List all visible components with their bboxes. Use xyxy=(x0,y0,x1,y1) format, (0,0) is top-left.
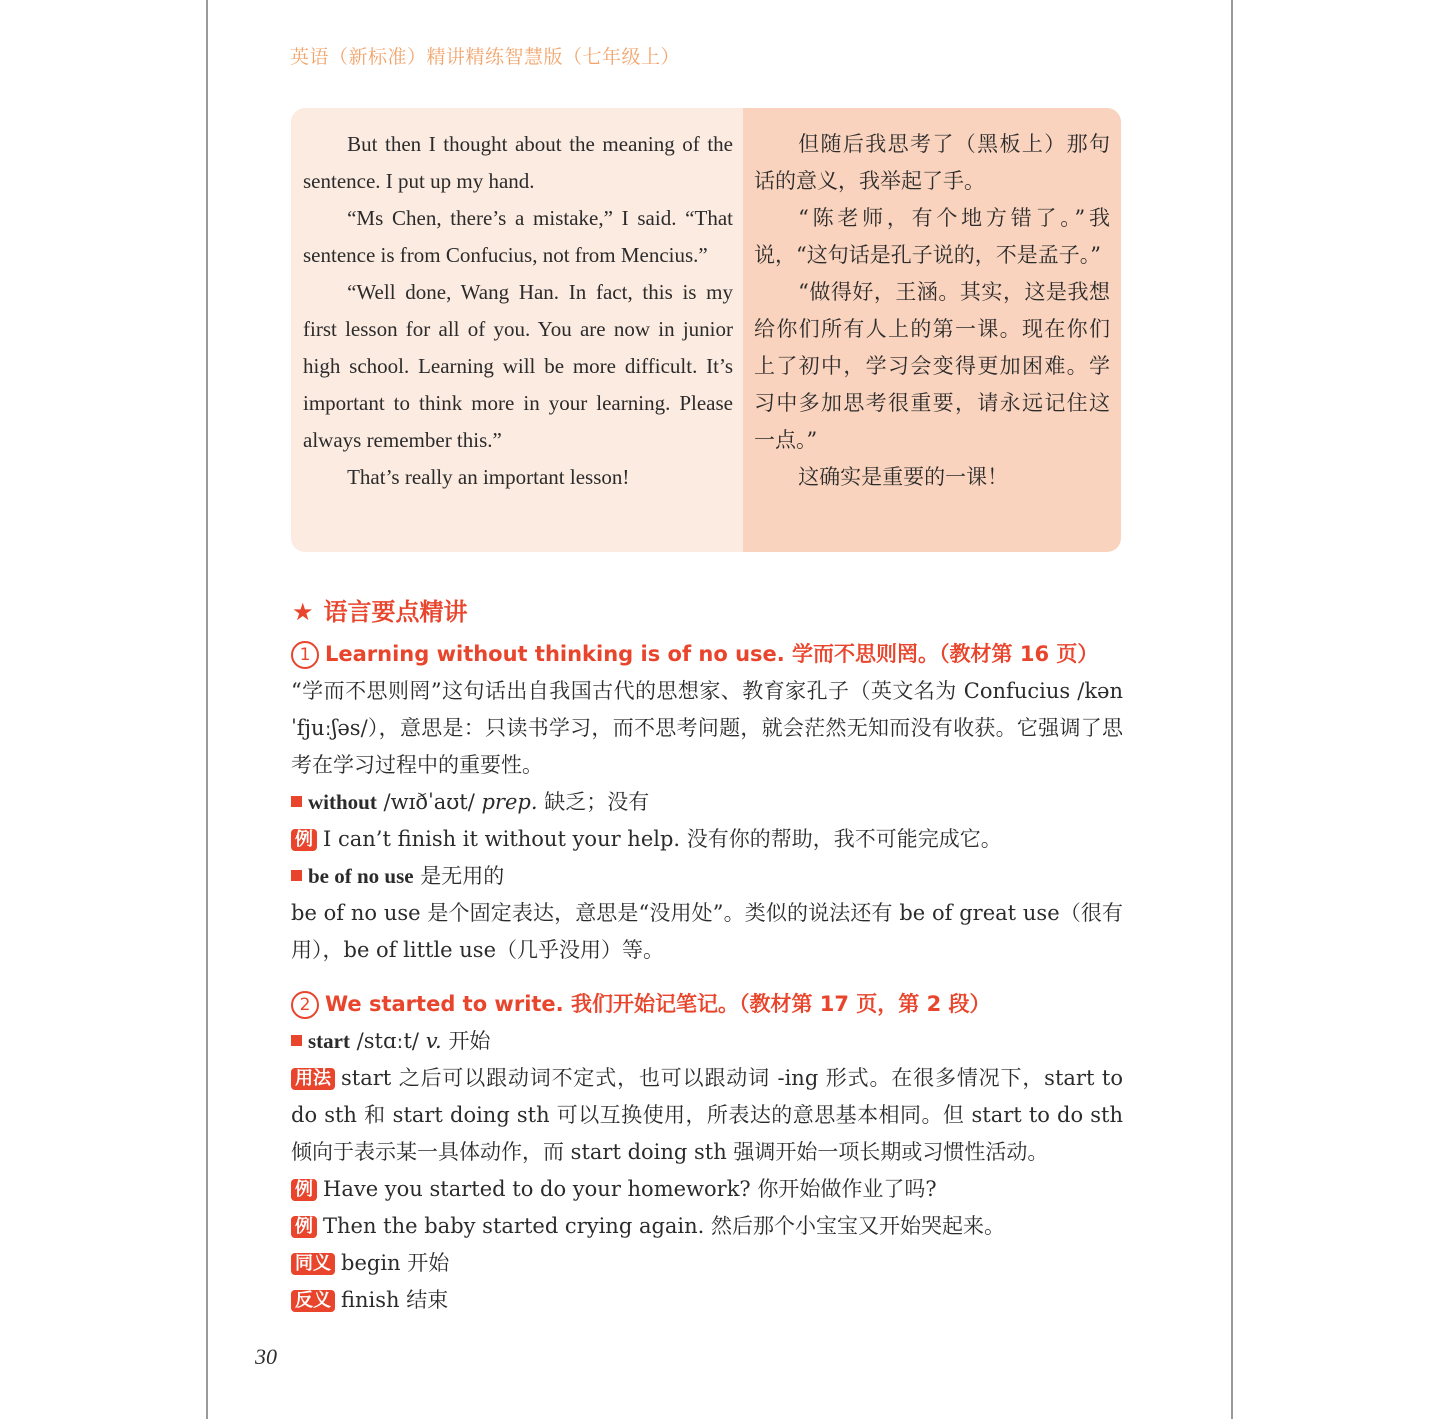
part-of-speech: v. xyxy=(425,1029,442,1053)
star-icon: ★ xyxy=(292,598,314,626)
square-bullet-icon xyxy=(291,870,302,881)
headword: be of no use xyxy=(308,864,414,888)
passage-en-paragraph: That’s really an important lesson! xyxy=(347,465,630,489)
bilingual-passage xyxy=(291,108,1121,552)
antonym-text: finish 结束 xyxy=(341,1288,449,1312)
passage-zh-paragraph: “陈老师，有个地方错了。”我说，“这句话是孔子说的，不是孟子。” xyxy=(754,206,1110,267)
vocab-entry xyxy=(291,858,1123,895)
section-title-text: 语言要点精讲 xyxy=(323,598,468,626)
passage-zh-paragraph: 但随后我思考了（黑板上）那句话的意义，我举起了手。 xyxy=(754,132,1110,193)
passage-zh-paragraph: 这确实是重要的一课！ xyxy=(798,465,1009,489)
note-text: be of no use 是个固定表达，意思是“没用处”。类似的说法还有 be of great use（很有用），be of little use（几乎没用）等。 xyxy=(291,901,1123,962)
section-title xyxy=(292,592,468,627)
part-of-speech: prep. xyxy=(481,790,538,814)
passage-chinese-panel xyxy=(743,108,1121,552)
language-point-1 xyxy=(291,636,1123,969)
example-text: Then the baby started crying again. 然后那个小宝宝又开始哭起来。 xyxy=(323,1214,1006,1238)
meaning: 是无用的 xyxy=(420,864,505,888)
meaning: 缺乏；没有 xyxy=(544,790,650,814)
meaning: 开始 xyxy=(448,1029,491,1053)
phonetic: /stɑːt/ xyxy=(356,1029,419,1053)
language-point-2 xyxy=(291,986,1123,1319)
headword: start xyxy=(308,1029,350,1053)
example-tag: 例 xyxy=(291,1216,317,1238)
vocab-entry xyxy=(291,784,1123,821)
example-line xyxy=(291,1171,1123,1208)
passage-english-panel xyxy=(291,108,743,552)
vocab-entry xyxy=(291,1023,1123,1060)
page-edge-right xyxy=(1231,0,1233,1419)
passage-zh-paragraph: “做得好，王涵。其实，这是我想给你们所有人上的第一课。现在你们上了初中，学习会变得更加困难。学习中多加思考很重要，请永远记住这一点。” xyxy=(754,280,1110,452)
antonym-tag: 反义 xyxy=(291,1290,335,1312)
antonym-line xyxy=(291,1282,1123,1319)
point-heading-text: Learning without thinking is of no use. 学而不思则罔。（教材第 16 页） xyxy=(325,642,1099,666)
page-number: 30 xyxy=(255,1344,277,1369)
usage-line xyxy=(291,1060,1123,1171)
page-edge-left xyxy=(206,0,208,1419)
example-text: Have you started to do your homework? 你开始做作业了吗? xyxy=(323,1177,937,1201)
example-text: I can’t finish it without your help. 没有你的帮助，我不可能完成它。 xyxy=(323,827,1002,851)
synonym-text: begin 开始 xyxy=(341,1251,450,1275)
passage-en-paragraph: “Ms Chen, there’s a mistake,” I said. “That sentence is from Confucius, not from Mencius.” xyxy=(303,206,733,267)
example-tag: 例 xyxy=(291,1179,317,1201)
example-line xyxy=(291,821,1123,858)
passage-en-paragraph: But then I thought about the meaning of the sentence. I put up my hand. xyxy=(303,132,733,193)
running-header: 英语（新标准）精讲精练智慧版（七年级上） xyxy=(290,46,681,68)
headword: without xyxy=(308,790,377,814)
circled-number: 2 xyxy=(291,991,319,1019)
example-line xyxy=(291,1208,1123,1245)
circled-number: 1 xyxy=(291,641,319,669)
passage-en-paragraph: “Well done, Wang Han. In fact, this is my first lesson for all of you. You are now in junior high school. Learning will be more difficult. It’s important to think more in your learning. Please always remember this.” xyxy=(303,280,733,452)
usage-tag: 用法 xyxy=(291,1068,335,1090)
explanation-text: “学而不思则罔”这句话出自我国古代的思想家、教育家孔子（英文名为 Confucius /kənˈfjuːʃəs/），意思是：只读书学习，而不思考问题，就会茫然无知而没有收获。它强调了思考在学习过程中的重要性。 xyxy=(291,679,1123,777)
point-heading xyxy=(291,986,1123,1023)
example-tag: 例 xyxy=(291,829,317,851)
square-bullet-icon xyxy=(291,796,302,807)
phonetic: /wɪðˈaʊt/ xyxy=(383,790,475,814)
point-heading xyxy=(291,636,1123,673)
square-bullet-icon xyxy=(291,1035,302,1046)
usage-text: start 之后可以跟动词不定式，也可以跟动词 -ing 形式。在很多情况下，start to do sth 和 start doing sth 可以互换使用，所表达的意思基本相同。但 start to do sth 倾向于表示某一具体动作，而 start doing sth 强调开始一项长期或习惯性活动。 xyxy=(291,1066,1123,1164)
synonym-line xyxy=(291,1245,1123,1282)
point-heading-text: We started to write. 我们开始记笔记。（教材第 17 页，第 2 段） xyxy=(325,992,991,1016)
synonym-tag: 同义 xyxy=(291,1253,335,1275)
